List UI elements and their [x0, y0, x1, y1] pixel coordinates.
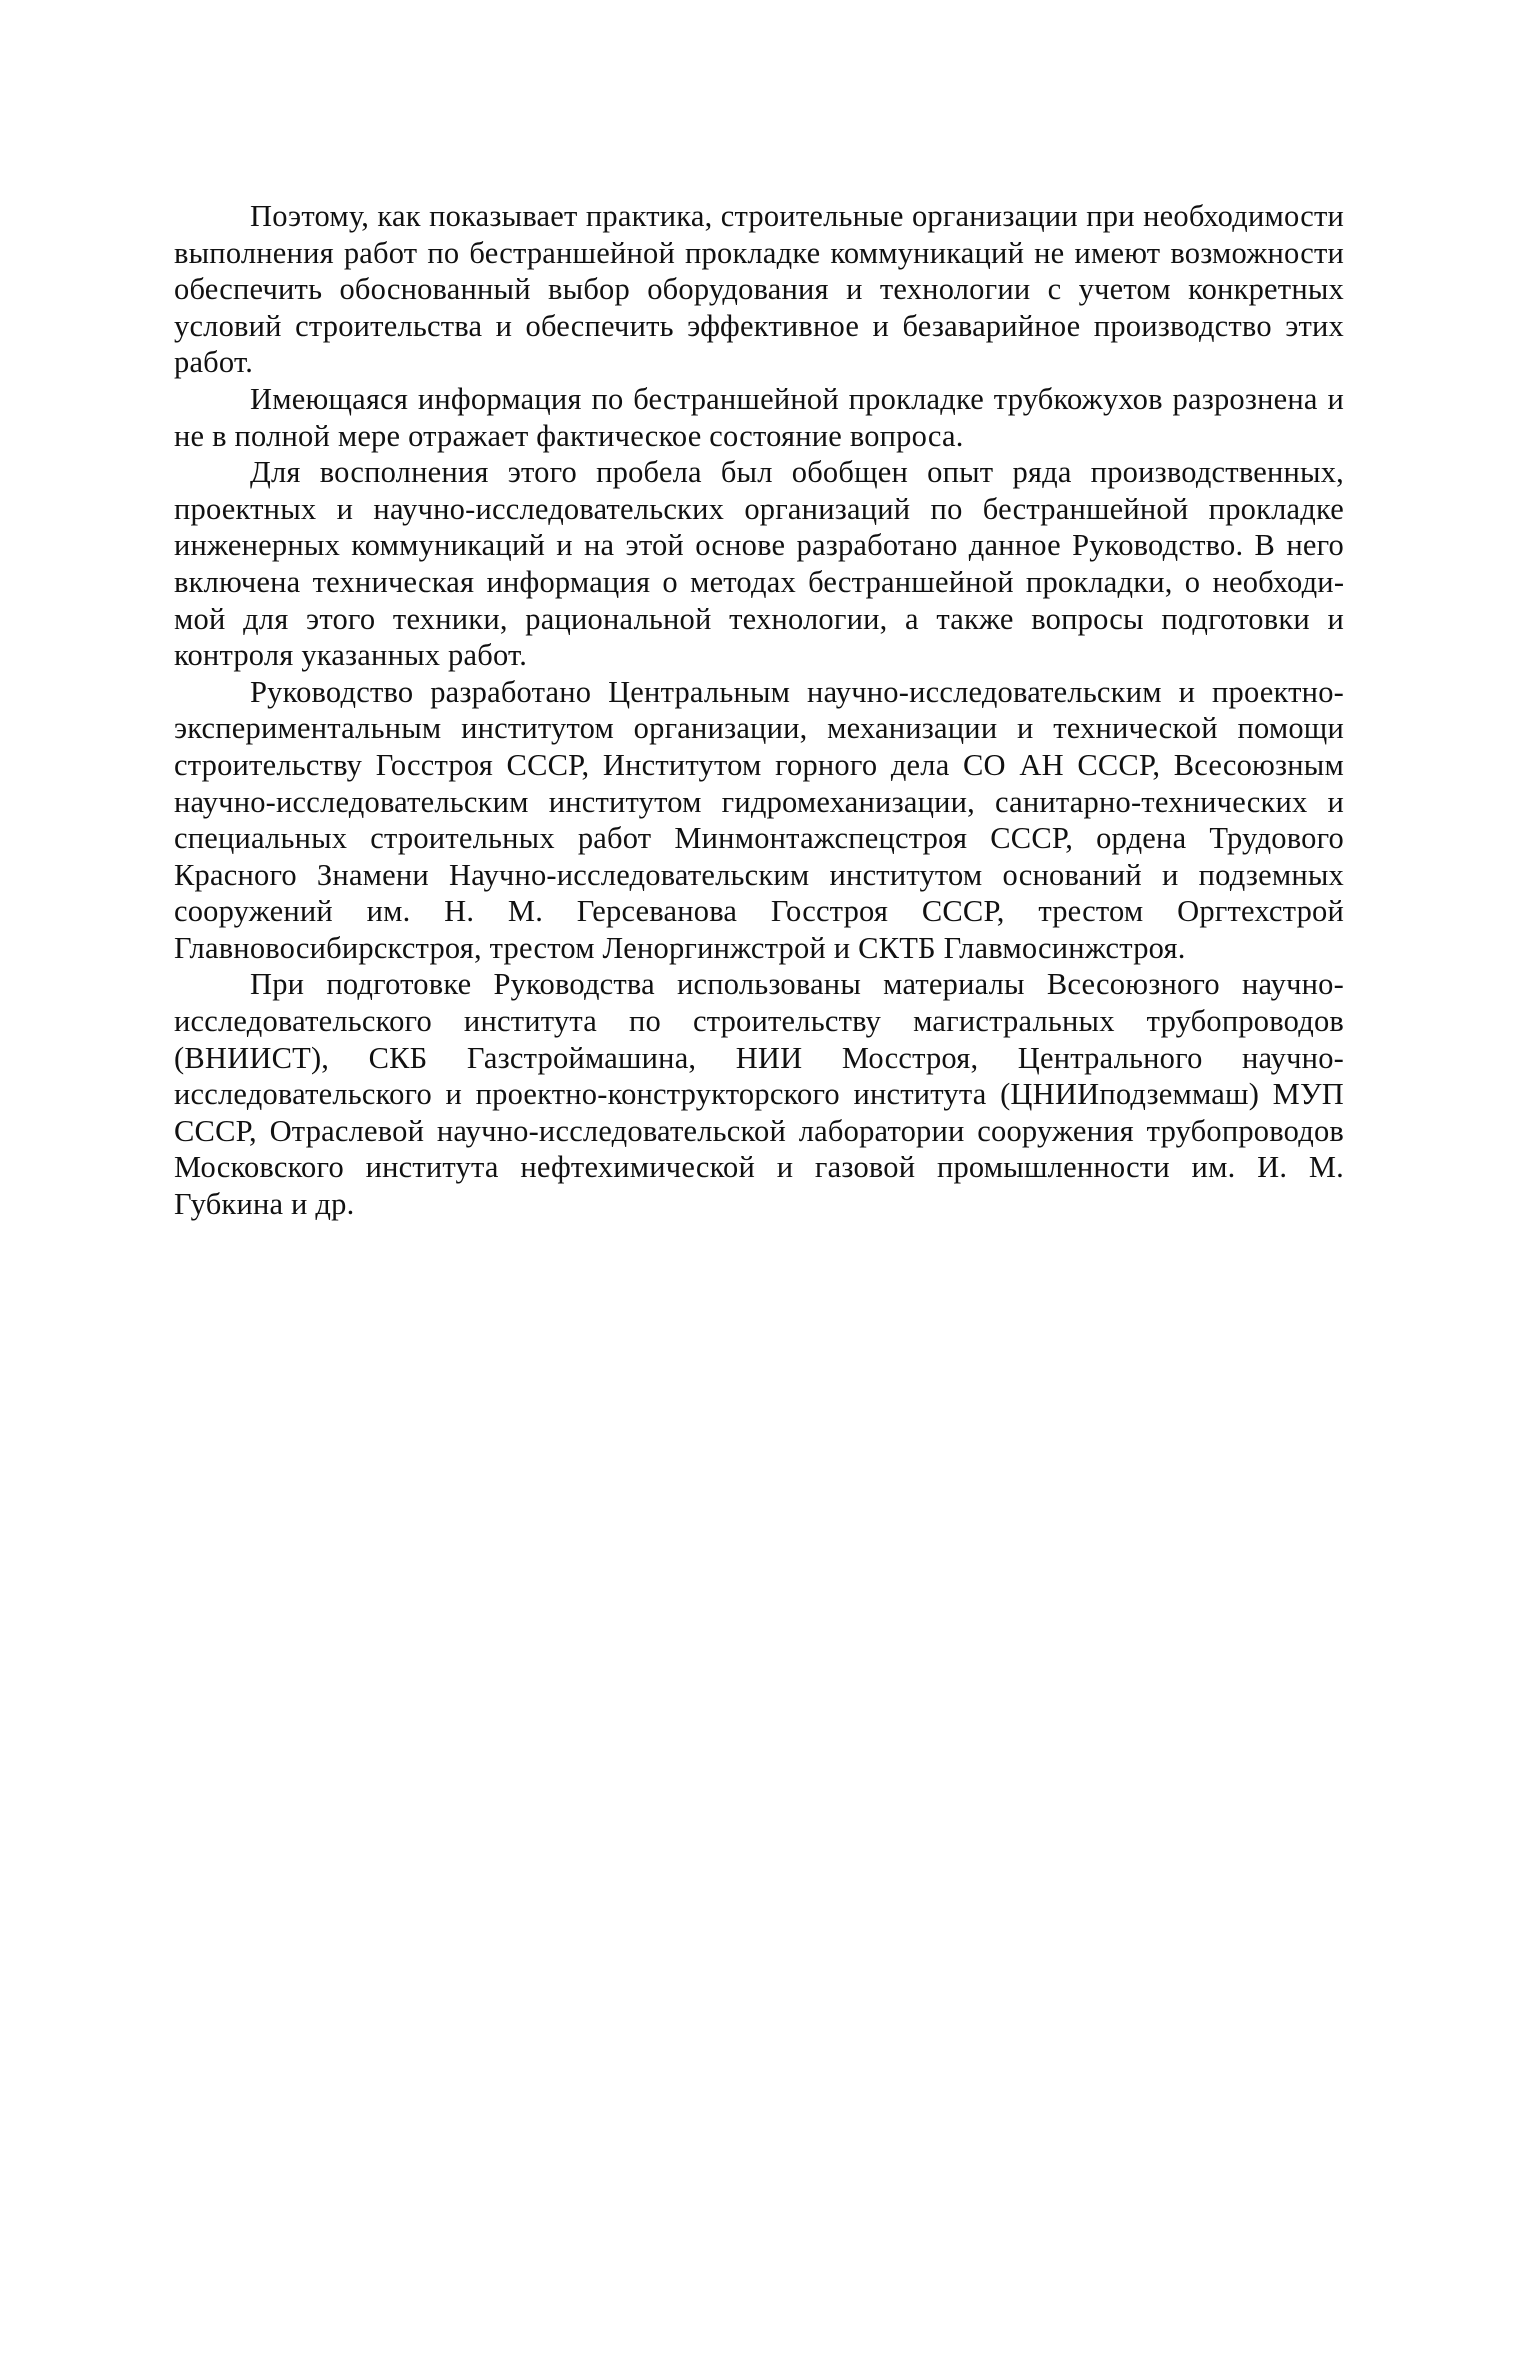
paragraph-information: Имеющаяся информация по бестраншейной прокладке трубкожухов разрознена и не в полной мере отражает фактическое состояние вопроса.	[174, 381, 1344, 453]
paragraph-purpose: Для восполнения этого пробела был обобщен опыт ряда производственных, проектных и научно-исследовательских организаций по бестраншейной прокладке инженерных коммуникаций и на этой основе разработано данное Руководство. В него включена техническая информация о методах бестраншейной прокладки, о необходимой для этого техники, рациональной технологии, а также вопросы подготовки и контроля указанных работ.	[174, 455, 1344, 673]
body-text	[174, 198, 1344, 1223]
paragraph-developers: Руководство разработано Центральным научно-исследовательским и проектно-экспериментальным институтом организации, механизации и технической помощи строительству Госстроя СССР, Институтом горного дела СО АН СССР, Всесоюзным научно-исследовательским институтом гидромеханизации, санитарно-технических и специальных строительных работ Минмонтажспецстроя СССР, ордена Трудового Красного Знамени Научно-исследовательским институтом оснований и подземных сооружений им. Н. М. Герсеванова Госстроя СССР, трестом Оргтехстрой Главновосибирскстроя, трестом Леноргинжстрой и СКТБ Главмосинжстроя.	[174, 674, 1344, 965]
paragraph-practice: Поэтому, как показывает практика, строительные организации при необходимости выполнения работ по бестраншейной прокладке коммуникаций не имеют возможности обеспечить обоснованный выбор оборудования и технологии с учетом конкретных условий строительства и обеспечить эффективное и безаварийное производство этих работ.	[174, 199, 1344, 380]
paragraph-materials: При подготовке Руководства использованы материалы Всесоюзного научно-исследовательского института по строительству магистральных трубопроводов (ВНИИСТ), СКБ Газстроймашина, НИИ Мосстроя, Центрального научно-исследовательского и проектно-конструкторского института (ЦНИИподземмаш) МУП СССР, Отраслевой научно-исследовательской лаборатории сооружения трубопроводов Московского института нефтехимической и газовой промышленности им. И. М. Губкина и др.	[174, 967, 1344, 1222]
